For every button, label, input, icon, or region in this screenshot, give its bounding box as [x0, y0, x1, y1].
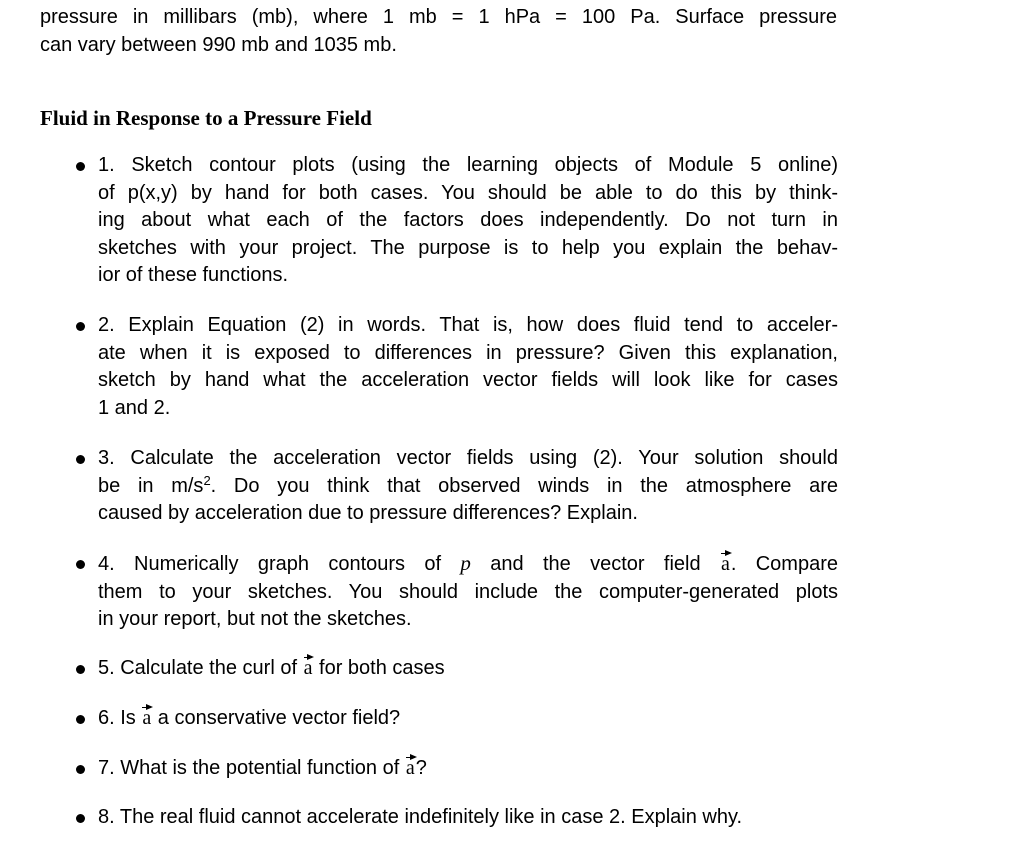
- list-item-line: [98, 550, 838, 579]
- list-item-line: ior of these functions.: [98, 264, 289, 286]
- bullet-icon: [76, 455, 85, 464]
- intro-paragraph: [40, 4, 840, 59]
- bullet-icon: [76, 715, 85, 724]
- list-item-line: 1 and 2.: [98, 396, 171, 419]
- bullet-icon: [76, 560, 85, 569]
- list-item-line: of p(x,y) by hand for both cases. You should be able to do this by think-: [98, 181, 838, 204]
- vector-a-symbol: a: [303, 655, 314, 683]
- vector-a-symbol: a: [141, 705, 152, 733]
- bullet-icon: [76, 765, 85, 774]
- vector-a-symbol: a: [405, 755, 416, 783]
- line-head: 4. Numerically graph contours of: [98, 553, 461, 575]
- list-item-text: [98, 312, 838, 422]
- line-tail: a conservative vector field?: [152, 707, 401, 729]
- line-tail: . Do you think that observed winds in the atmosphere are: [210, 474, 838, 497]
- bullet-icon: [76, 162, 85, 171]
- list-item-text: [98, 550, 838, 634]
- vector-a-symbol: a: [720, 551, 731, 579]
- math-variable: p: [460, 551, 471, 575]
- line-tail: . Compare: [730, 553, 838, 575]
- bullet-icon: [76, 814, 85, 823]
- list-item-text: [98, 705, 838, 733]
- list-item-text: [98, 804, 838, 832]
- list-item-text: [98, 755, 838, 783]
- line-mid: and the vector field: [470, 553, 720, 575]
- list-item-line: 1. Sketch contour plots (using the learning objects of Module 5 online): [98, 154, 838, 176]
- intro-line-1: pressure in millibars (mb), where 1 mb = 1 hPa = 100 Pa. Surface pressure: [40, 6, 837, 28]
- list-item-line: 2. Explain Equation (2) in words. That is, how does fluid tend to acceler-: [98, 314, 838, 336]
- list-item-line: ate when it is exposed to differences in pressure? Given this explanation,: [98, 341, 838, 364]
- list-item-line: [98, 655, 838, 683]
- list-item-line: sketches with your project. The purpose is to help you explain the behav-: [98, 236, 838, 259]
- bullet-icon: [76, 322, 85, 331]
- list-item-line: 8. The real fluid cannot accelerate indefinitely like in case 2. Explain why.: [98, 806, 743, 828]
- intro-line-2: can vary between 990 mb and 1035 mb.: [40, 33, 397, 56]
- section-heading: Fluid in Response to a Pressure Field: [40, 106, 372, 130]
- superscript: 2: [203, 472, 211, 488]
- list-item-line: in your report, but not the sketches.: [98, 608, 412, 630]
- list-item-line: [98, 473, 838, 501]
- list-item-line: them to your sketches. You should include the computer-generated plots: [98, 580, 838, 603]
- list-item-line: sketch by hand what the acceleration vector fields will look like for cases: [98, 369, 838, 391]
- units-text: be in m/s: [98, 474, 204, 497]
- bullet-icon: [76, 665, 85, 674]
- list-item-line: [98, 705, 838, 733]
- line-tail: ?: [415, 757, 427, 779]
- list-item-line: ing about what each of the factors does independently. Do not turn in: [98, 209, 838, 231]
- list-item-text: [98, 152, 838, 290]
- line-head: 7. What is the potential function of: [98, 757, 405, 779]
- list-item-text: [98, 655, 838, 683]
- list-item-line: [98, 755, 838, 783]
- line-head: 5. Calculate the curl of: [98, 657, 303, 679]
- list-item-line: 3. Calculate the acceleration vector fields using (2). Your solution should: [98, 447, 838, 469]
- line-tail: for both cases: [313, 657, 445, 679]
- line-head: 6. Is: [98, 707, 142, 729]
- list-item-text: [98, 445, 838, 528]
- list-item-line: caused by acceleration due to pressure differences? Explain.: [98, 502, 638, 524]
